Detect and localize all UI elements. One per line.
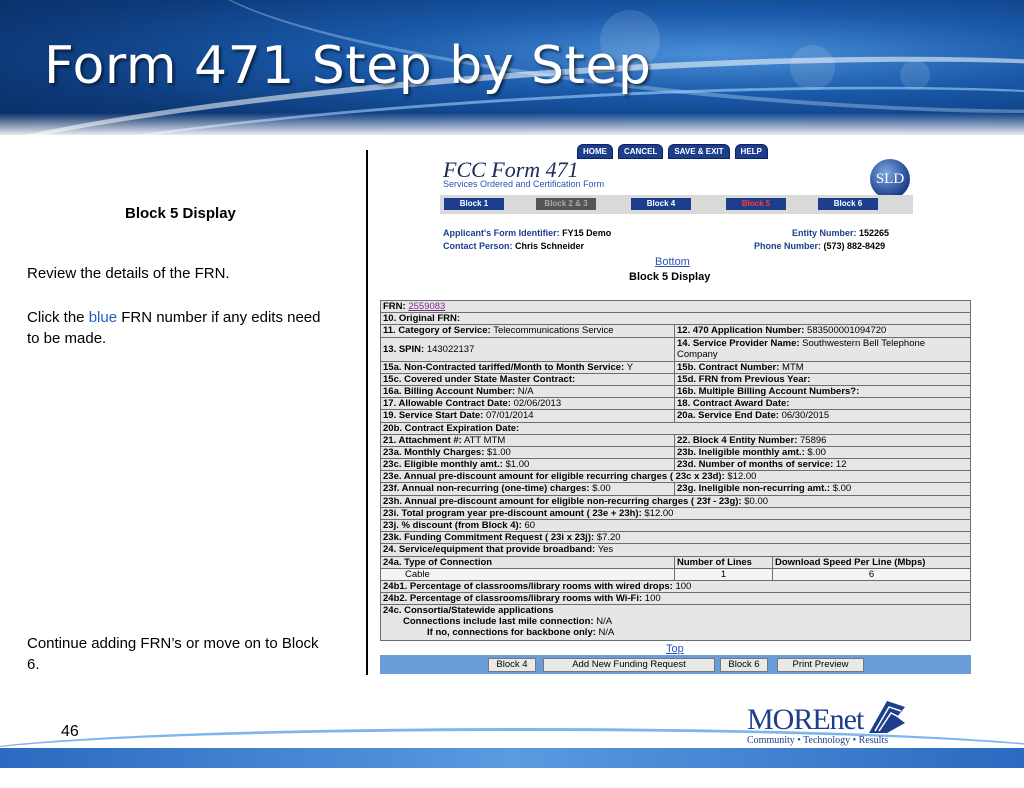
morenet-logo: MOREnet Community • Technology • Results	[747, 703, 888, 746]
table-row: 23e. Annual pre-discount amount for eligible recurring charges ( 23c x 23d): $12.00	[381, 471, 971, 483]
add-funding-request-button[interactable]: Add New Funding Request	[543, 658, 715, 672]
table-row: 15a. Non-Contracted tariffed/Month to Month Service: Y 15b. Contract Number: MTM	[381, 361, 971, 373]
table-row: 24. Service/equipment that provide broadband: Yes	[381, 544, 971, 556]
action-bar	[380, 655, 971, 674]
table-row: Cable 1 6	[381, 568, 971, 580]
title-banner	[0, 0, 1024, 135]
tab-block-5[interactable]: Block 5	[726, 198, 786, 210]
table-row: 24a. Type of Connection Number of Lines Download Speed Per Line (Mbps)	[381, 556, 971, 568]
table-row: 24c. Consortia/Statewide applications Connections include last mile connection: N/A If no, connections for backbone only: N/A	[381, 605, 971, 641]
applicant-identifier: Applicant's Form Identifier: FY15 Demo	[443, 228, 612, 238]
table-row: 10. Original FRN:	[381, 313, 971, 325]
table-row: 19. Service Start Date: 07/01/2014 20a. Service End Date: 06/30/2015	[381, 410, 971, 422]
frn-number-link[interactable]: 2559083	[408, 301, 446, 312]
table-row: 23f. Annual non-recurring (one-time) charges: $.00 23g. Ineligible non-recurring amt.: $.00	[381, 483, 971, 495]
top-nav	[577, 144, 768, 159]
table-row: 23j. % discount (from Block 4): 60	[381, 520, 971, 532]
phone-number: Phone Number: (573) 882-8429	[754, 241, 886, 251]
frn-table	[380, 300, 971, 641]
tab-block-2-3[interactable]: Block 2 & 3	[536, 198, 596, 210]
table-row: 23c. Eligible monthly amt.: $1.00 23d. Number of months of service: 12	[381, 459, 971, 471]
form-screenshot	[380, 140, 972, 675]
table-row: 13. SPIN: 143022137 14. Service Provider Name: Southwestern Bell Telephone Company	[381, 337, 971, 361]
click-instruction: Click the blue FRN number if any edits need to be made.	[27, 309, 321, 347]
table-row: 23h. Annual pre-discount amount for eligible non-recurring charges ( 23f - 23g): $0.00	[381, 495, 971, 507]
table-row: FRN: 2559083	[381, 301, 971, 313]
vertical-divider	[366, 150, 368, 675]
help-button[interactable]: HELP	[735, 144, 768, 159]
table-row: 11. Category of Service: Telecommunications Service 12. 470 Application Number: 583500001094720	[381, 325, 971, 337]
review-instruction: Review the details of the FRN.	[27, 265, 230, 282]
block-tabs	[440, 195, 913, 214]
top-link[interactable]: Top	[666, 643, 684, 655]
table-row: 24b1. Percentage of classrooms/library rooms with wired drops: 100	[381, 580, 971, 592]
home-button[interactable]: HOME	[577, 144, 613, 159]
entity-number: Entity Number: 152265	[792, 228, 890, 238]
form-subtitle: Services Ordered and Certification Form	[443, 179, 605, 189]
table-row: 15c. Covered under State Master Contract: 15d. FRN from Previous Year:	[381, 373, 971, 385]
form-title: FCC Form 471	[443, 157, 579, 182]
morenet-flag-icon	[867, 697, 907, 735]
table-row: 23k. Funding Commitment Request ( 23i x 23j): $7.20	[381, 532, 971, 544]
table-row: 21. Attachment #: ATT MTM 22. Block 4 Entity Number: 75896	[381, 434, 971, 446]
table-row: 23i. Total program year pre-discount amount ( 23e + 23h): $12.00	[381, 507, 971, 519]
tab-block-4[interactable]: Block 4	[631, 198, 691, 210]
table-row: 23a. Monthly Charges: $1.00 23b. Ineligible monthly amt.: $.00	[381, 446, 971, 458]
save-exit-button[interactable]: SAVE & EXIT	[668, 144, 729, 159]
section-title: Block 5 Display	[629, 271, 711, 283]
left-heading: Block 5 Display	[125, 205, 236, 222]
footer-band	[0, 748, 1024, 768]
table-row: 24b2. Percentage of classrooms/library rooms with Wi-Fi: 100	[381, 593, 971, 605]
slide-title: Form 471 Step by Step	[44, 36, 652, 96]
cancel-button[interactable]: CANCEL	[618, 144, 663, 159]
page-number: 46	[61, 723, 79, 740]
continue-instruction: Continue adding FRN’s or move on to Block 6.	[27, 635, 319, 673]
bottom-link[interactable]: Bottom	[655, 256, 690, 268]
tab-block-1[interactable]: Block 1	[444, 198, 504, 210]
contact-person: Contact Person: Chris Schneider	[443, 241, 585, 251]
table-row: 17. Allowable Contract Date: 02/06/2013 18. Contract Award Date:	[381, 398, 971, 410]
tab-block-6[interactable]: Block 6	[818, 198, 878, 210]
table-row: 20b. Contract Expiration Date:	[381, 422, 971, 434]
sld-logo: SLD	[870, 159, 910, 199]
table-row: 16a. Billing Account Number: N/A 16b. Multiple Billing Account Numbers?:	[381, 385, 971, 397]
block-6-button[interactable]: Block 6	[720, 658, 768, 672]
block-4-button[interactable]: Block 4	[488, 658, 536, 672]
print-preview-button[interactable]: Print Preview	[777, 658, 864, 672]
